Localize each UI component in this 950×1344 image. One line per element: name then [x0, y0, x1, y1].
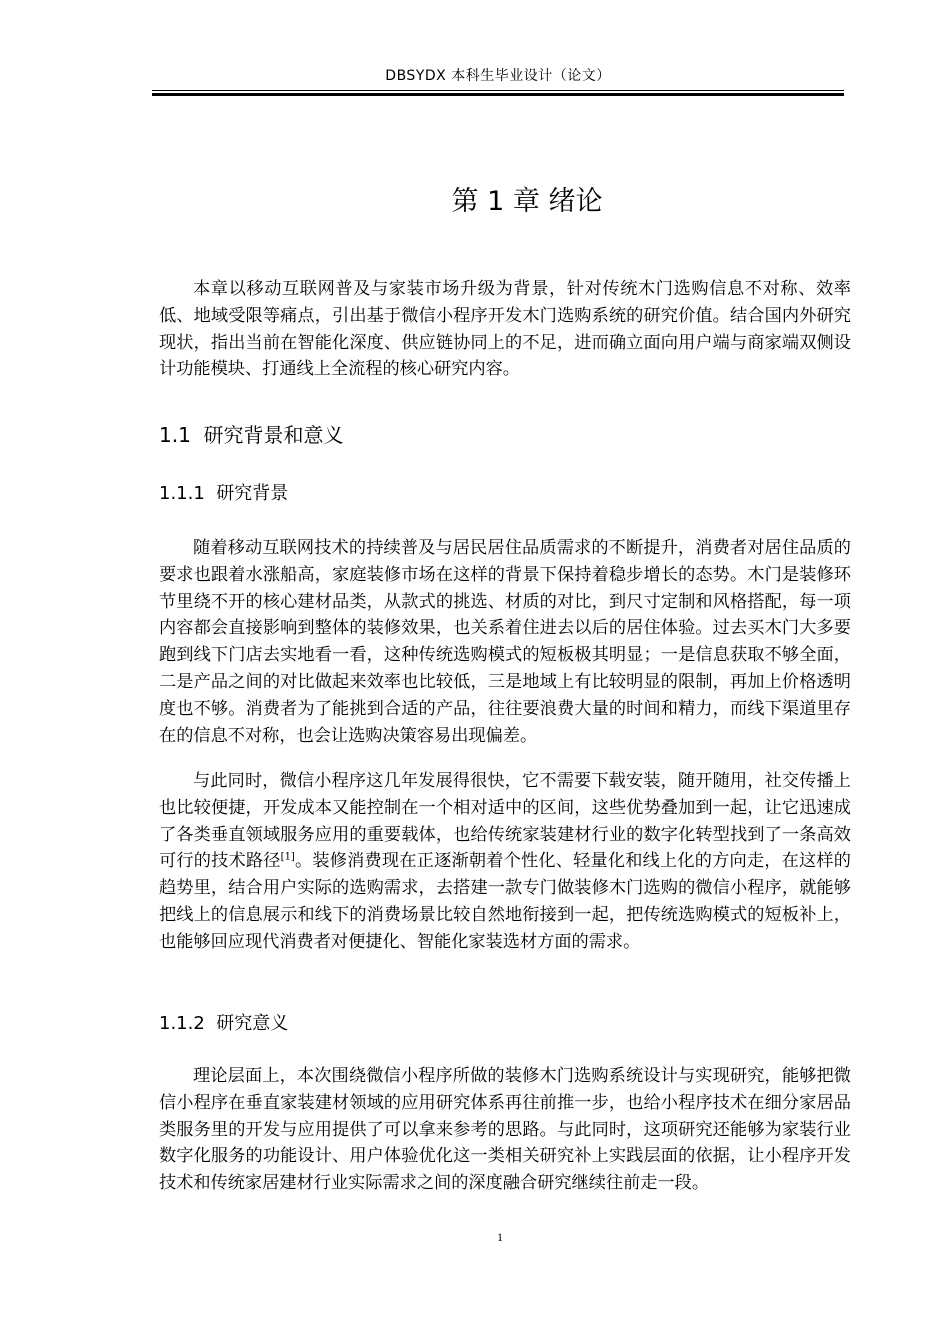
background-paragraph-2-text-b: 。装修消费现在正逐渐朝着个性化、轻量化和线上化的方向走，在这样的趋势里，结合用户实际的选购需求，去搭建一款专门做装修木门选购的微信小程序，就能够把线上的信息展示和线下的消费场景比较自然地衔接到一起，把传统选购模式的短板补上，也能够回应现代消费者对便捷化、智能化家装选材方面的需求。	[159, 851, 851, 952]
background-paragraph-1: 随着移动互联网技术的持续普及与居民居住品质需求的不断提升，消费者对居住品质的要求也跟着水涨船高，家庭装修市场在这样的背景下保持着稳步增长的态势。木门是装修环节里绕不开的核心建材品类，从款式的挑选、材质的对比，到尺寸定制和风格搭配，每一项内容都会直接影响到整体的装修效果，也关系着住进去以后的居住体验。过去买木门大多要跑到线下门店去实地看一看，这种传统选购模式的短板极其明显；一是信息获取不够全面，二是产品之间的对比做起来效率也比较低，三是地域上有比较明显的限制，再加上价格透明度也不够。消费者为了能挑到合适的产品，往往要浪费大量的时间和精力，而线下渠道里存在的信息不对称，也会让选购决策容易出现偏差。	[159, 538, 851, 746]
chapter-intro-paragraph: 本章以移动互联网普及与家装市场升级为背景，针对传统木门选购信息不对称、效率低、地域受限等痛点，引出基于微信小程序开发木门选购系统的研究价值。结合国内外研究现状，指出当前在智能化深度、供应链协同上的不足，进而确立面向用户端与商家端双侧设计功能模块、打通线上全流程的核心研究内容。	[159, 279, 851, 380]
subsection-heading-1-1-2: 1.1.2 研究意义	[159, 1013, 289, 1034]
citation-marker: [1]	[280, 851, 295, 863]
subsection-heading-1-1-1: 1.1.1 研究背景	[159, 483, 289, 504]
running-header: DBSYDX 本科生毕业设计（论文）	[385, 68, 611, 84]
significance-paragraph-1: 理论层面上，本次围绕微信小程序所做的装修木门选购系统设计与实现研究，能够把微信小程序在垂直家装建材领域的应用研究体系再往前推一步，也给小程序技术在细分家居品类服务里的开发与应用提供了可以拿来参考的思路。与此同时，这项研究还能够为家装行业数字化服务的功能设计、用户体验优化这一类相关研究补上实践层面的依据，让小程序开发技术和传统家居建材行业实际需求之间的深度融合研究继续往前走一段。	[159, 1066, 851, 1194]
chapter-title: 第 1 章 绪论	[451, 186, 603, 217]
header-rule-thin	[152, 90, 844, 91]
section-heading-1-1: 1.1 研究背景和意义	[159, 423, 344, 447]
background-paragraph-2	[159, 768, 851, 956]
page-number: 1	[497, 1230, 503, 1244]
background-paragraph-2-text-a: 与此同时，微信小程序这几年发展得很快，它不需要下载安装，随开随用，社交传播上也比较便捷，开发成本又能控制在一个相对适中的区间，这些优势叠加到一起，让它迅速成了各类垂直领域服务应用的重要载体，也给传统家装建材行业的数字化转型找到了一条高效可行的技术路径	[159, 771, 851, 872]
header-rule-thick	[152, 93, 844, 96]
